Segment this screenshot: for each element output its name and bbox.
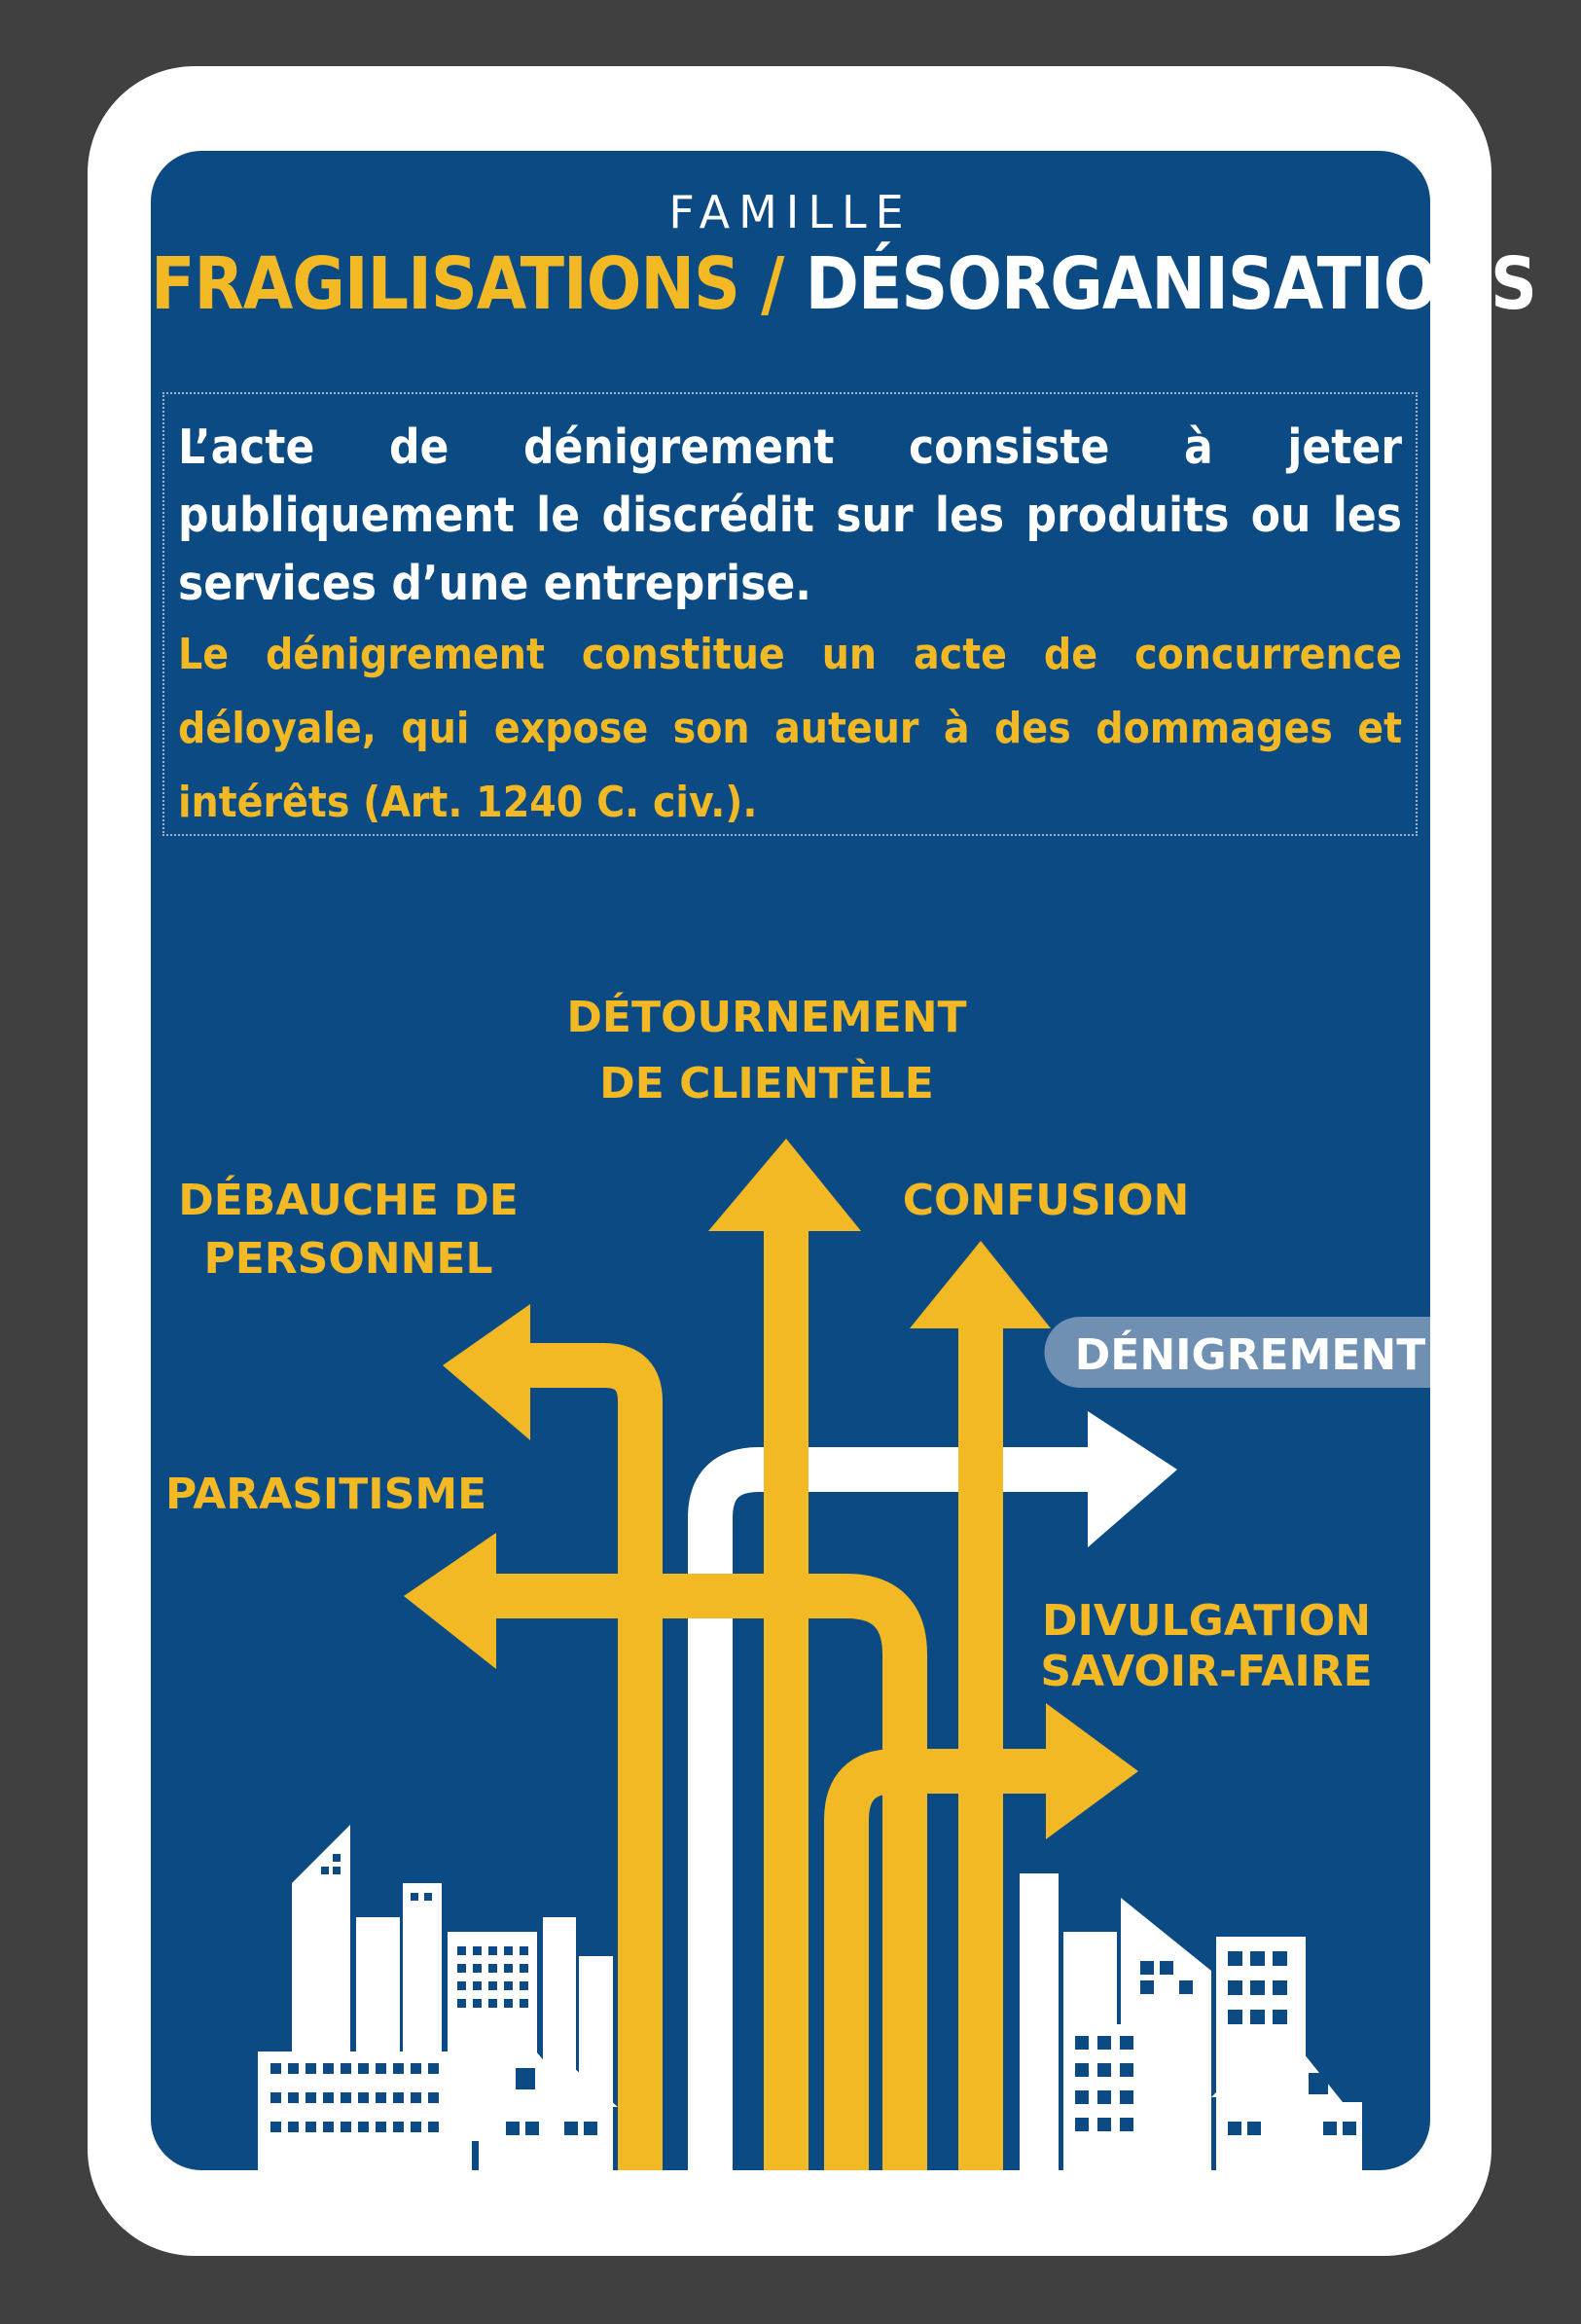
- city-skyline-right: [1020, 1873, 1362, 2170]
- label-detournement-line2: DE CLIENTÈLE: [599, 1059, 934, 1108]
- family-label: FAMILLE: [668, 186, 913, 238]
- label-divulgation-line1: DIVULGATION: [1041, 1596, 1372, 1646]
- label-debauche-line1: DÉBAUCHE DE: [178, 1176, 519, 1225]
- label-debauche-line2: PERSONNEL: [203, 1234, 493, 1284]
- legal-text: Le dénigrement constitue un acte de concurrence déloyale, qui expose son auteur à des dommages et intérêts (Art. 1240 C. civ.).: [178, 630, 1402, 827]
- label-denigrement: DÉNIGREMENT: [1074, 1330, 1426, 1380]
- city-skyline-left: [258, 1825, 618, 2173]
- label-divulgation-line2: SAVOIR-FAIRE: [1040, 1647, 1373, 1696]
- denigrement-pill: [1045, 1317, 1431, 1388]
- definition-text: L’acte de dénigrement consiste à jeter publiquement le discrédit sur les produits ou les services d’une entreprise.: [178, 419, 1402, 611]
- title-fragilisations: FRAGILISATIONS /: [151, 242, 784, 326]
- title-desorganisations: DÉSORGANISATIONS: [805, 242, 1537, 326]
- label-confusion: CONFUSION: [902, 1176, 1190, 1225]
- label-detournement-line1: DÉTOURNEMENT: [566, 993, 967, 1042]
- label-parasitisme: PARASITISME: [165, 1470, 487, 1519]
